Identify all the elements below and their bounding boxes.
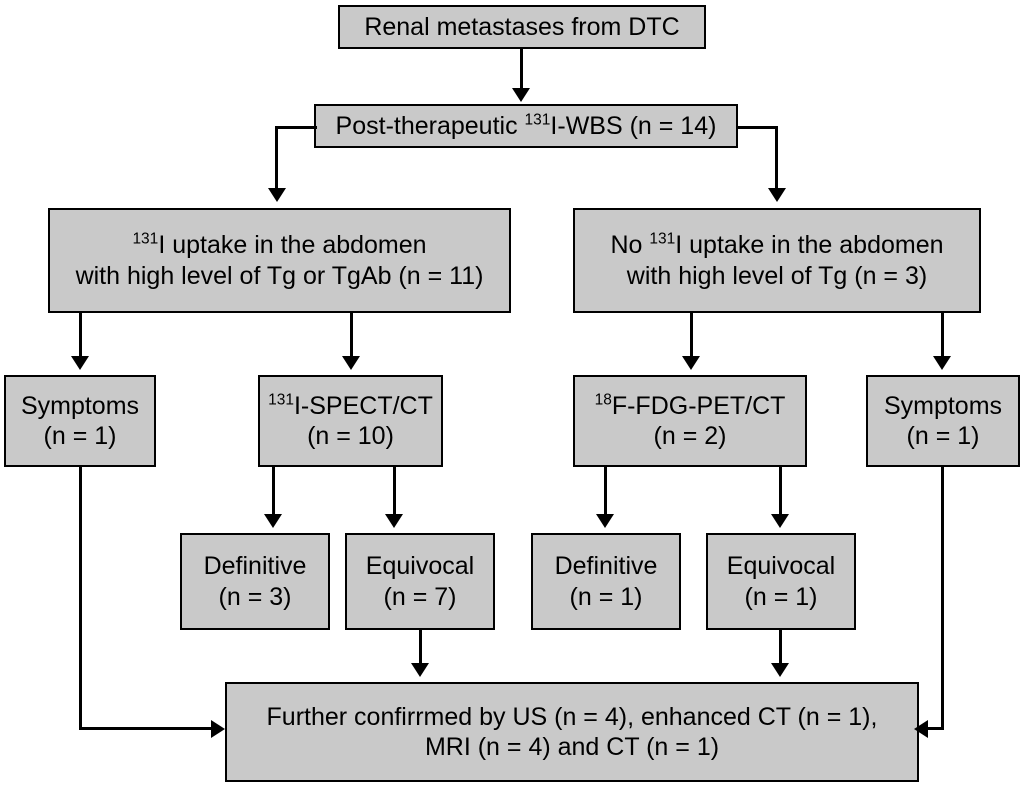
node-definitive-left-line1: Definitive (203, 552, 307, 580)
edge-spect-ct-to-definitive-left (272, 467, 275, 515)
superscript-131: 131 (132, 230, 159, 248)
node-symptoms-left-line1: Symptoms (20, 391, 140, 420)
arrowhead-symptoms-left-to-confirmed (211, 720, 225, 738)
arrowhead-pet-ct-to-definitive-right (596, 514, 614, 528)
edge-pet-ct-to-definitive-right (604, 467, 607, 515)
node-renal-metastases-line1: Renal metastases from DTC (364, 12, 680, 41)
arrowhead-uptake-negative-to-symptoms-right (933, 356, 951, 370)
node-uptake-positive (48, 208, 511, 313)
node-uptake-positive-line2: with high level of Tg or TgAb (n = 11) (75, 261, 484, 290)
edge-equivocal-right-to-confirmed (779, 630, 782, 664)
superscript-131: 131 (524, 111, 551, 129)
node-further-confirmed-line1: Further confirrmed by US (n = 4), enhanced CT (n = 1), (266, 702, 878, 731)
node-further-confirmed (225, 682, 919, 782)
arrowhead-spect-ct-to-definitive-left (264, 514, 282, 528)
edge-uptake-positive-to-symptoms-left (79, 313, 82, 357)
node-definitive-left-line2: (n = 3) (218, 582, 292, 611)
node-uptake-negative (573, 208, 981, 313)
node-post-therapeutic-wbs-line1: Post-therapeutic $^{131}$I-WBS (n = 14) (335, 111, 717, 140)
edge-wbs-bus-right (736, 126, 778, 129)
node-uptake-negative-line2: with high level of Tg (n = 3) (626, 261, 928, 290)
arrowhead-spect-ct-to-equivocal-left (385, 514, 403, 528)
arrowhead-equivocal-left-to-confirmed (411, 663, 429, 677)
edge-pet-ct-to-equivocal-right (779, 467, 782, 515)
edge-uptake-negative-to-pet-ct (690, 313, 693, 357)
node-spect-ct (258, 375, 443, 467)
edge-symptoms-right-to-confirmed-horizontal (927, 727, 944, 730)
node-fdg-pet-ct (573, 375, 807, 467)
edge-symptoms-left-to-confirmed-horizontal (79, 727, 217, 730)
arrowhead-wbs-to-uptake-negative (768, 188, 786, 202)
node-definitive-right (531, 533, 681, 630)
node-renal-metastases (338, 5, 706, 49)
edge-equivocal-left-to-confirmed (419, 630, 422, 664)
node-post-therapeutic-wbs (314, 104, 738, 148)
superscript-131: 131 (649, 230, 676, 248)
arrowhead-root-to-wbs (512, 88, 530, 102)
node-equivocal-right-line1: Equivocal (726, 552, 836, 580)
node-further-confirmed-line2: MRI (n = 4) and CT (n = 1) (424, 733, 720, 761)
edge-wbs-stub-left (275, 126, 278, 188)
edge-symptoms-right-to-confirmed-vertical (941, 467, 944, 730)
node-symptoms-left-line2: (n = 1) (43, 422, 117, 450)
edge-wbs-bus-left (275, 126, 317, 129)
node-fdg-pet-ct-line1: $^{18}$F-FDG-PET/CT (594, 391, 786, 420)
node-symptoms-left (4, 375, 156, 467)
node-fdg-pet-ct-line2: (n = 2) (653, 422, 727, 450)
arrowhead-equivocal-right-to-confirmed (771, 663, 789, 677)
node-symptoms-right (866, 375, 1020, 467)
node-equivocal-left (345, 533, 495, 630)
node-definitive-left (180, 533, 330, 630)
node-definitive-right-line2: (n = 1) (569, 582, 643, 611)
arrowhead-pet-ct-to-equivocal-right (771, 514, 789, 528)
arrowhead-wbs-to-uptake-positive (268, 188, 286, 202)
node-equivocal-right (706, 533, 856, 630)
edge-uptake-positive-to-spect-ct (350, 313, 353, 357)
superscript-18: 18 (594, 391, 612, 409)
edge-uptake-negative-to-symptoms-right (941, 313, 944, 357)
node-symptoms-right-line2: (n = 1) (906, 422, 980, 450)
node-spect-ct-line2: (n = 10) (307, 422, 394, 450)
arrowhead-symptoms-right-to-confirmed (914, 720, 928, 738)
edge-symptoms-left-to-confirmed-vertical (79, 467, 82, 730)
superscript-131: 131 (268, 391, 294, 409)
node-spect-ct-line1: $^{131}$I-SPECT/CT (268, 391, 433, 420)
node-equivocal-left-line1: Equivocal (365, 552, 475, 580)
arrowhead-uptake-negative-to-pet-ct (682, 356, 700, 370)
arrowhead-uptake-positive-to-spect-ct (342, 356, 360, 370)
edge-spect-ct-to-equivocal-left (393, 467, 396, 515)
node-symptoms-right-line1: Symptoms (883, 391, 1003, 420)
node-uptake-negative-line1: No $^{131}$I uptake in the abdomen (610, 230, 944, 259)
node-equivocal-right-line2: (n = 1) (744, 582, 818, 611)
node-definitive-right-line1: Definitive (554, 552, 658, 580)
edge-root-to-wbs (520, 49, 523, 90)
edge-wbs-stub-right (775, 126, 778, 188)
node-uptake-positive-line1: $^{131}$I uptake in the abdomen (132, 230, 427, 259)
arrowhead-uptake-positive-to-symptoms-left (71, 356, 89, 370)
node-equivocal-left-line2: (n = 7) (383, 582, 457, 611)
